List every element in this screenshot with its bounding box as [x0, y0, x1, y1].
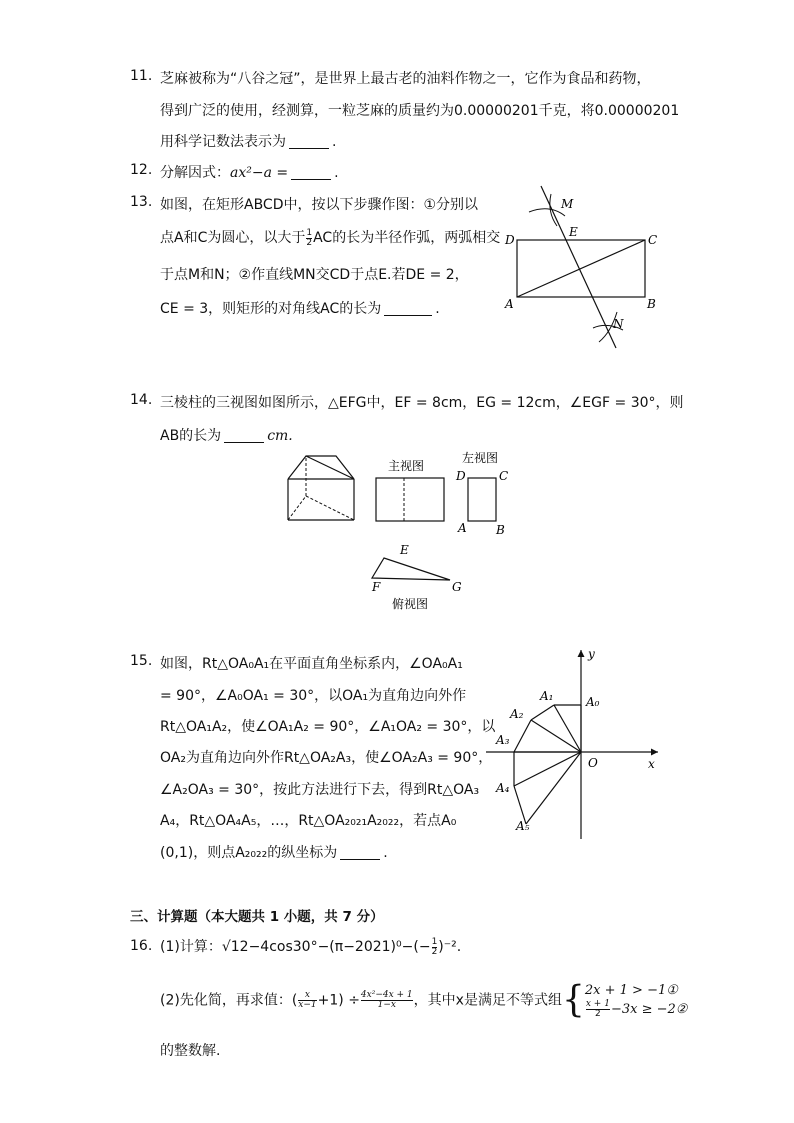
question-text: OA₂为直角边向外作Rt△OA₂A₃，使∠OA₂A₃ = 90°， — [160, 750, 493, 766]
question-text: 如图，在矩形ABCD中，按以下步骤作图：①分别以 — [160, 197, 479, 213]
answer-blank[interactable] — [384, 301, 432, 316]
front-view — [376, 478, 444, 521]
label-e: E — [400, 543, 409, 557]
diagonal-ac — [517, 240, 645, 297]
label-n: N — [613, 317, 624, 331]
label-front-view: 主视图 — [388, 459, 425, 473]
question-text: AB的长为 cm. — [160, 428, 293, 444]
question-number: 12. — [130, 162, 153, 178]
label-b: B — [647, 297, 656, 311]
question-text: 三棱柱的三视图如图所示，△EFG中，EF = 8cm，EG = 12cm，∠EGF = 30°，则 — [160, 395, 684, 411]
brace: { — [561, 979, 585, 1021]
label-g: G — [452, 580, 462, 594]
label-x: x — [648, 757, 655, 771]
label-o: O — [588, 756, 598, 770]
question-text: 如图，Rt△OA₀A₁在平面直角坐标系内，∠OA₀A₁ — [160, 656, 463, 672]
fraction-half: $\frac{1}{2}$ — [306, 227, 313, 248]
label-c: C — [499, 469, 509, 483]
fraction: $\frac{1}{2}$ — [431, 936, 438, 957]
left-view — [468, 478, 496, 521]
answer-blank[interactable] — [291, 165, 331, 180]
label-d: D — [505, 233, 515, 247]
question-number: 13. — [130, 194, 153, 210]
label-left-view: 左视图 — [462, 451, 499, 465]
question-text: A₄，Rt△OA₄A₅，…，Rt△OA₂₀₂₁A₂₀₂₂，若点A₀ — [160, 813, 457, 829]
label-a0: A₀ — [586, 695, 600, 709]
label-b: B — [496, 523, 505, 537]
question-number: 14. — [130, 392, 153, 408]
prism-3d — [288, 456, 354, 520]
question-text: (0,1)，则点A₂₀₂₂的纵坐标为 . — [160, 845, 388, 861]
question-text: 于点M和N；②作直线MN交CD于点E.若DE = 2， — [160, 267, 469, 283]
question-text: CE = 3，则矩形的对角线AC的长为 . — [160, 301, 440, 317]
label-m: M — [561, 197, 574, 211]
label-a: A — [505, 297, 514, 311]
label-d: D — [456, 469, 466, 483]
question-text: ∠A₂OA₃ = 30°，按此方法进行下去，得到Rt△OA₃ — [160, 782, 480, 798]
fraction: $\frac{x}{x-1}$ — [298, 990, 317, 1010]
three-views-figure — [280, 448, 530, 618]
question-part-1: (1)计算：√12−4cos30°−(π−2021)⁰−(− $\frac{1}{2}$ )⁻². — [160, 936, 462, 957]
question-text: Rt△OA₁A₂，使∠OA₁A₂ = 90°，∠A₁OA₂ = 30°，以 — [160, 719, 496, 735]
label-a2: A₂ — [510, 707, 524, 721]
section-title: 三、计算题（本大题共 1 小题，共 7 分） — [130, 909, 384, 925]
label-a5: A₅ — [516, 819, 530, 833]
label-a4: A₄ — [496, 781, 510, 795]
label-a: A — [458, 521, 467, 535]
label-y: y — [588, 647, 595, 661]
spiral-triangles-figure — [486, 644, 666, 844]
inequality-system: 2x + 1 > −1① $\frac{x + 1}{2}$ −3x ≥ −2② — [584, 983, 688, 1019]
question-part-2: (2)先化简，再求值：( $\frac{x}{x-1}$ +1) ÷ $\frac{\text{4x²−4x + 1}}{1-x}$ ，其中x是满足不等式组{ 2x + 1 > −1① $\frac{x + 1}{2}$ −3x ≥ −2② — [160, 979, 688, 1021]
question-number: 15. — [130, 653, 153, 669]
label-a1: A₁ — [540, 689, 554, 703]
question-text: 用科学记数法表示为 . — [160, 134, 337, 150]
top-view-triangle — [372, 558, 450, 580]
question-text: 得到广泛的使用，经测算，一粒芝麻的质量约为0.00000201千克，将0.00000201 — [160, 103, 680, 119]
label-a3: A₃ — [496, 733, 510, 747]
line-mn — [541, 186, 616, 348]
label-top-view: 俯视图 — [392, 597, 429, 611]
answer-blank[interactable] — [340, 845, 380, 860]
label-e: E — [569, 225, 578, 239]
question-text: 点A和C为圆心，以大于 $\frac{1}{2}$ AC的长为半径作弧，两弧相交 — [160, 227, 501, 248]
question-text: 分解因式：ax²−a = . — [160, 165, 339, 181]
label-f: F — [372, 580, 381, 594]
arc-m1 — [529, 209, 565, 216]
question-text: 的整数解. — [160, 1043, 221, 1059]
question-number: 16. — [130, 938, 153, 954]
question-text: 芝麻被称为“八谷之冠”，是世界上最古老的油料作物之一，它作为食品和药物， — [160, 71, 651, 87]
answer-blank[interactable] — [224, 428, 264, 443]
question-number: 11. — [130, 68, 153, 84]
label-c: C — [648, 233, 658, 247]
fraction: $\frac{\text{4x²−4x + 1}}{1-x}$ — [360, 990, 413, 1010]
question-text: = 90°，∠A₀OA₁ = 30°，以OA₁为直角边向外作 — [160, 688, 467, 704]
answer-blank[interactable] — [289, 134, 329, 149]
rectangle-construction-figure — [495, 182, 670, 352]
triangle-spiral — [514, 705, 581, 824]
